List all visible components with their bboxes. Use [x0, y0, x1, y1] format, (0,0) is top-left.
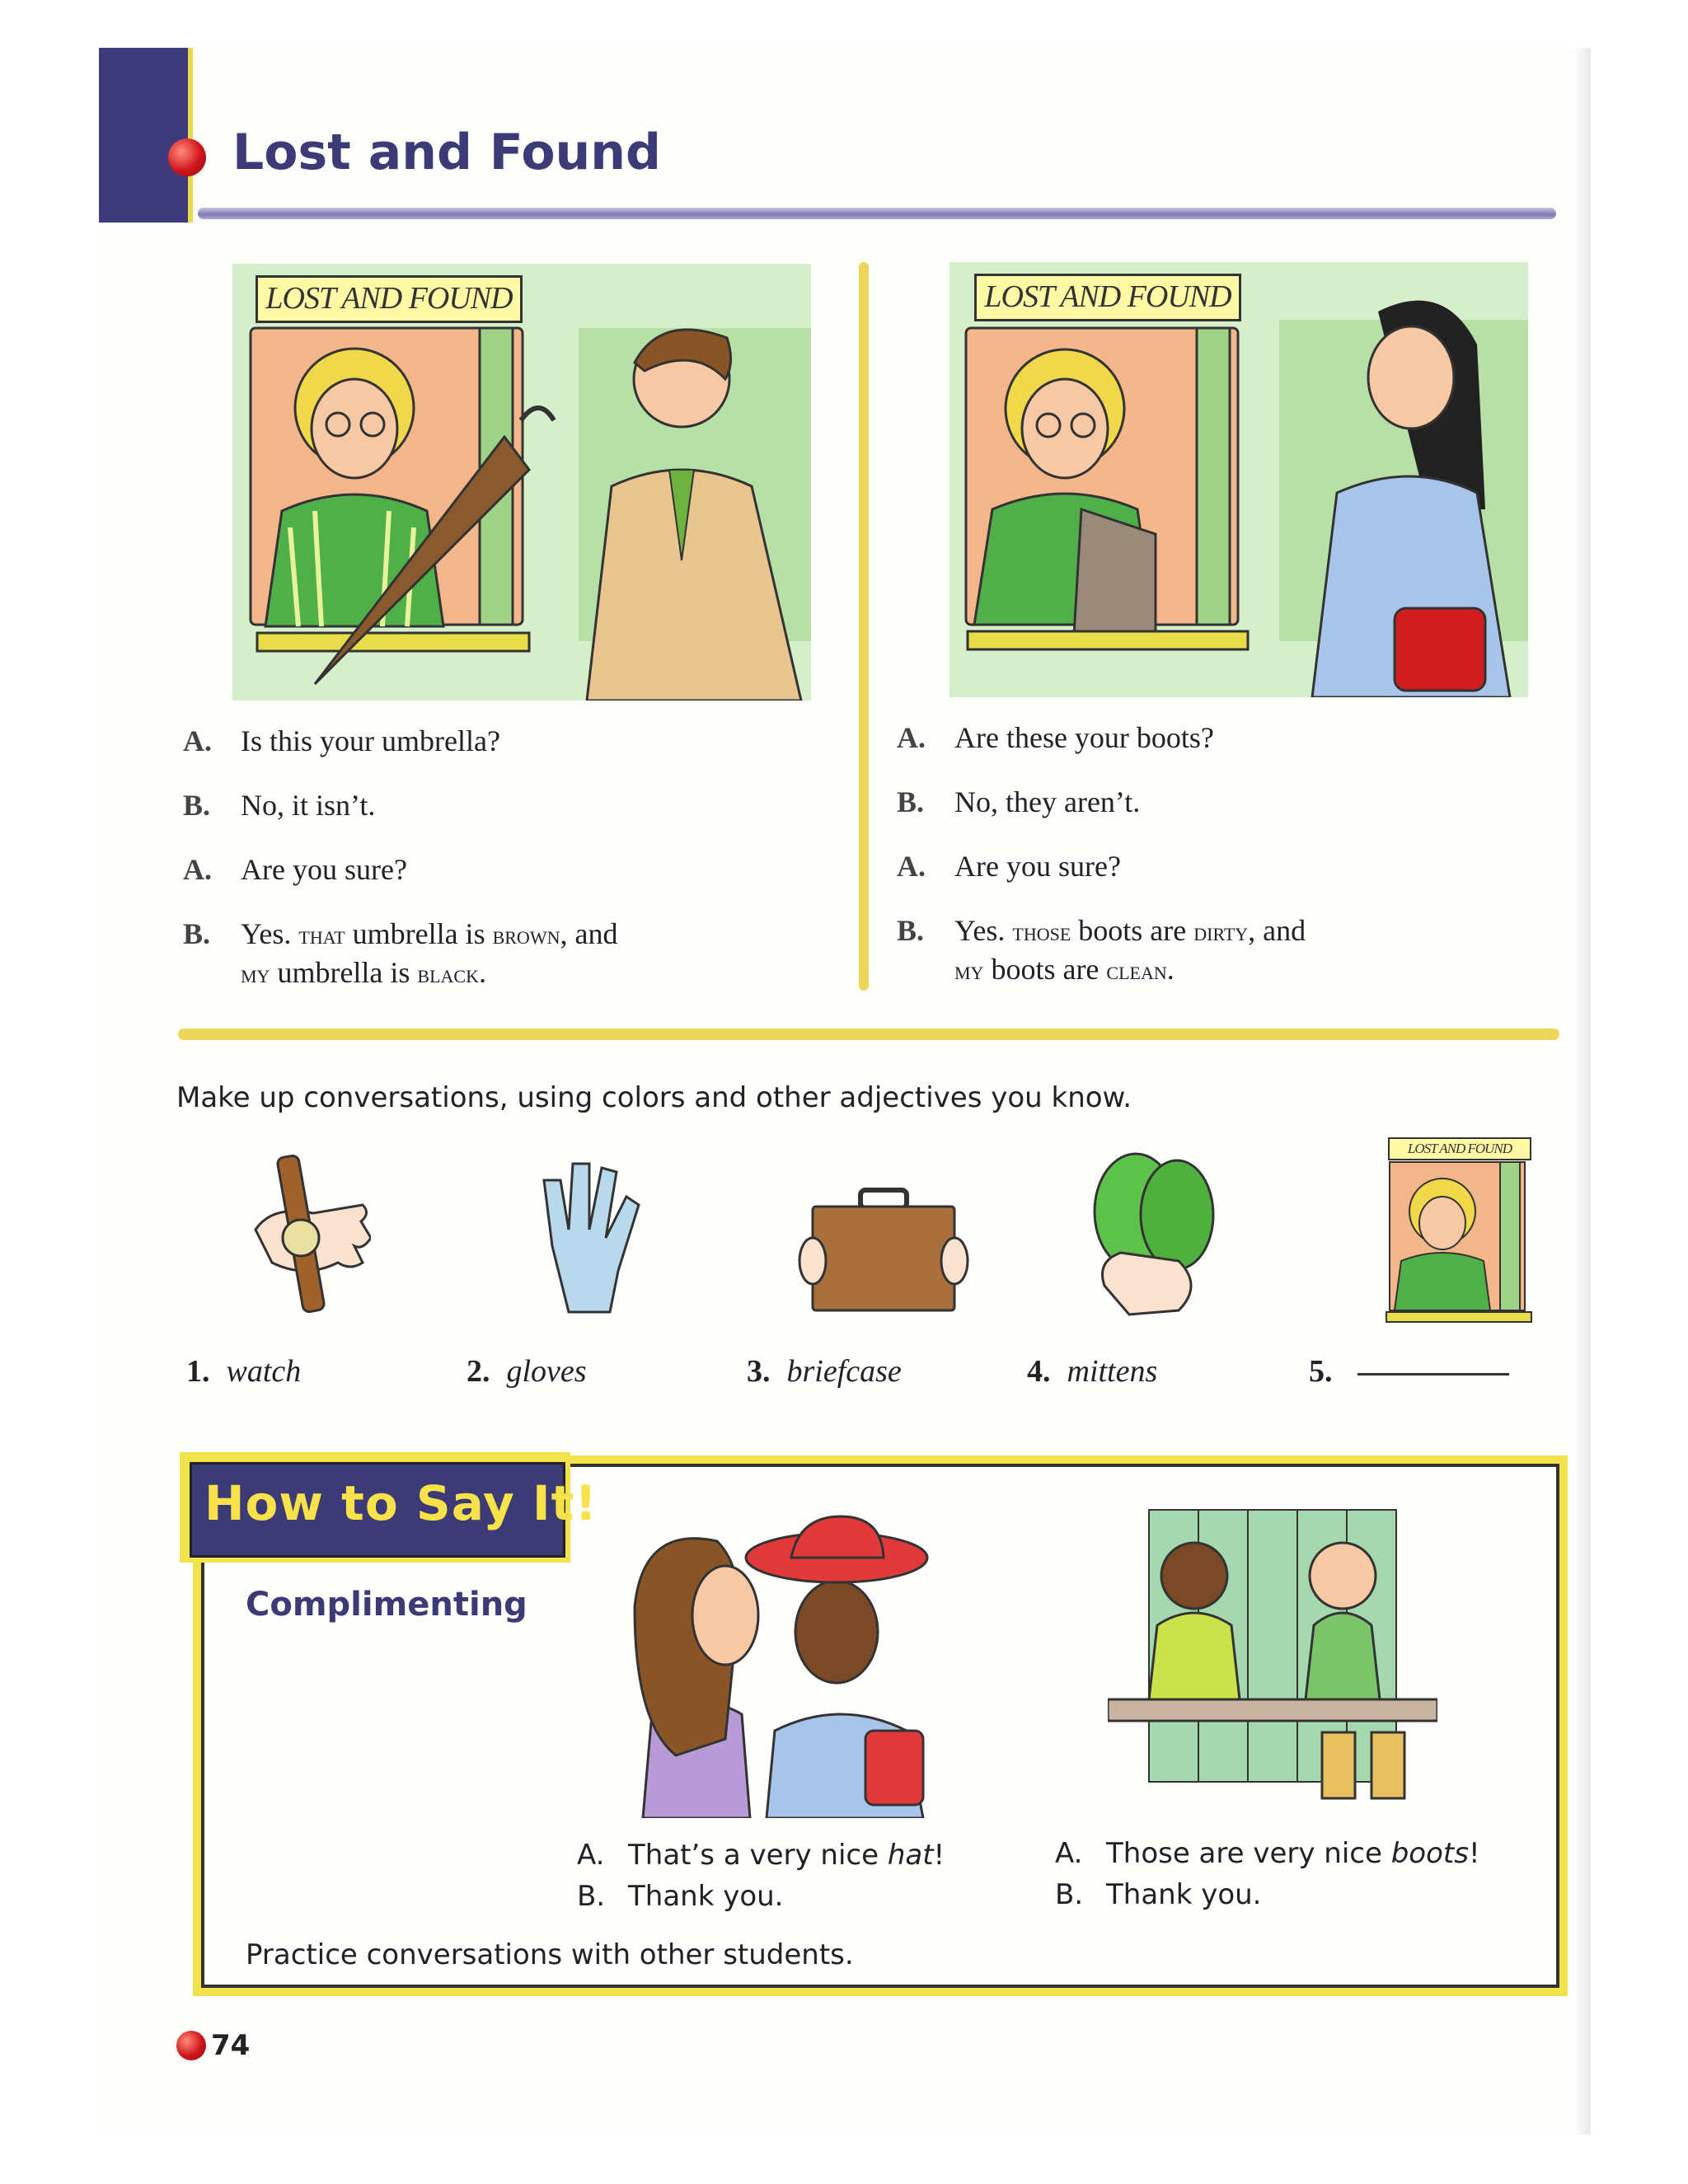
dialog-text: Yes. that umbrella is brown, and my umbrella is black. [241, 917, 618, 989]
dialog-line [897, 847, 1556, 885]
answer-blank [1357, 1373, 1509, 1376]
dialog-text: Are you sure? [241, 853, 407, 886]
mittens-icon [1080, 1146, 1228, 1319]
dialog-right [897, 719, 1556, 1015]
dialog-text: No, it isn’t. [241, 789, 376, 822]
item-mittens: 4. mittens [1027, 1354, 1158, 1389]
dialog-line [183, 786, 826, 824]
mini-lost-and-found-sign: LOST AND FOUND [1388, 1137, 1531, 1160]
page-number: 74 [211, 2029, 251, 2062]
dialog-text: Are these your boots? [954, 721, 1214, 754]
dialog-text: No, they aren’t. [954, 785, 1141, 818]
illustration-umbrella [232, 264, 811, 701]
compliment-line: B. Thank you. [1055, 1878, 1262, 1911]
lost-and-found-sign: LOST AND FOUND [256, 275, 523, 323]
speaker-label: B. [183, 917, 211, 950]
practice-instruction: Practice conversations with other students. [246, 1938, 854, 1971]
complimenting-heading: Complimenting [246, 1586, 528, 1624]
dialog-line [897, 719, 1556, 757]
speaker-label: B. [897, 785, 925, 818]
how-to-say-it-title: How to Say It! [204, 1475, 598, 1531]
compliment-line: A. That’s a very nice hat! [577, 1839, 945, 1872]
dialog-line [897, 783, 1556, 821]
section-divider [178, 1029, 1559, 1040]
dialog-line [183, 915, 826, 992]
speaker-label: A. [897, 721, 926, 754]
compliment-example-boots [1055, 1833, 1480, 1915]
dialog-text: Is this your umbrella? [241, 724, 500, 757]
dialog-line [183, 851, 826, 888]
header-color-block [99, 48, 193, 223]
boys-boots-illustration [1108, 1493, 1437, 1815]
speaker-label: B. [897, 914, 925, 947]
compliment-example-hat [577, 1835, 945, 1917]
dialog-text: Yes. those boots are dirty, and my boots are clean. [954, 914, 1306, 986]
briefcase-icon [798, 1187, 971, 1319]
gloves-icon [528, 1147, 659, 1320]
dialog-line [183, 722, 826, 760]
page-fold-shadow [1574, 48, 1591, 2135]
item-briefcase: 3. briefcase [747, 1354, 902, 1389]
mini-clerk-art [1385, 1137, 1533, 1327]
mini-lost-and-found-illustration [1385, 1137, 1533, 1327]
illustration-boots [950, 262, 1528, 697]
header-rule [198, 208, 1556, 219]
clerk-and-man-art [232, 264, 811, 701]
item-gloves: 2. gloves [467, 1354, 587, 1389]
dialog-left [183, 722, 826, 1019]
girls-hat-illustration [626, 1508, 940, 1818]
speaker-label: A. [897, 850, 926, 883]
lost-and-found-sign: LOST AND FOUND [974, 274, 1241, 321]
activity-instruction: Make up conversations, using colors and other adjectives you know. [176, 1081, 1132, 1114]
dialog-line [897, 912, 1556, 989]
red-bullet-icon [168, 138, 206, 176]
compliment-line: B. Thank you. [577, 1880, 784, 1913]
speaker-label: B. [183, 789, 211, 822]
item-blank: 5. [1309, 1353, 1509, 1390]
panel-divider-vertical [859, 262, 869, 991]
compliment-line: A. Those are very nice boots! [1055, 1837, 1480, 1870]
clerk-and-woman-art [950, 262, 1528, 697]
speaker-label: A. [183, 853, 212, 886]
dialog-text: Are you sure? [954, 850, 1121, 883]
page-title: Lost and Found [232, 124, 661, 181]
page-number-bullet-icon [176, 2031, 206, 2060]
watch-icon [239, 1147, 371, 1320]
speaker-label: A. [183, 724, 212, 757]
item-watch: 1. watch [186, 1354, 302, 1389]
